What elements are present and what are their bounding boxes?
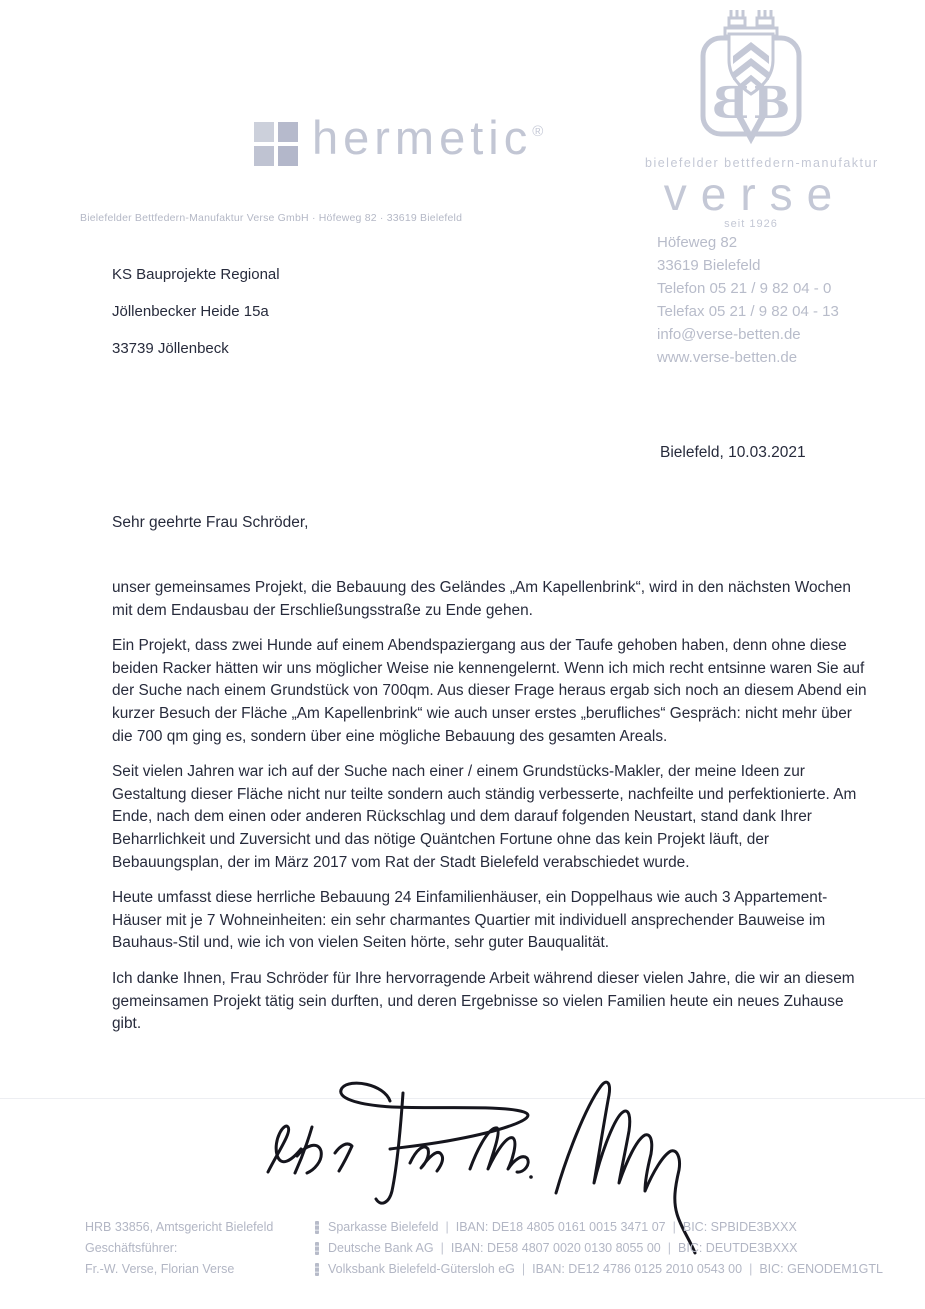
verse-crest-icon — [689, 4, 813, 154]
bank-row — [315, 1259, 883, 1280]
separator: | — [749, 1262, 753, 1276]
svg-text:B: B — [753, 78, 791, 129]
paragraph: Ich danke Ihnen, Frau Schröder für Ihre hervorragende Arbeit während dieser vielen Jahre, die wir an diesem gemeinsamen Projekt tätig sein durften, und deren Ergebnisse so vielen Familien heute ein neues Zuhause gibt. — [112, 969, 855, 1033]
separator: | — [440, 1241, 444, 1255]
bank-bic: BIC: GENODEM1GTL — [759, 1262, 883, 1276]
bank-row — [315, 1217, 883, 1238]
bank-name: Volksbank Bielefeld-Gütersloh eG — [328, 1262, 515, 1276]
verse-logo — [645, 4, 879, 231]
separator: | — [521, 1262, 526, 1276]
letter-body — [112, 577, 869, 1049]
contact-block — [657, 231, 839, 369]
paragraph: unser gemeinsames Projekt, die Bebauung des Geländes „Am Kapellenbrink“, wird in den nächsten Wochen mit dem Endausbau der Erschließungsstraße zu Ende gehen. — [112, 579, 851, 619]
scan-artifact-line — [0, 1098, 925, 1099]
bank-bic: BIC: SPBIDE3BXXX — [682, 1220, 797, 1234]
separator: | — [672, 1220, 676, 1234]
footer-managers: Fr.-W. Verse, Florian Verse — [85, 1262, 235, 1276]
footer-registry: HRB 33856, Amtsgericht Bielefeld — [85, 1220, 274, 1234]
contact-website: www.verse-betten.de — [657, 349, 798, 366]
salutation: Sehr geehrte Frau Schröder, — [112, 514, 309, 531]
svg-text:B: B — [711, 78, 749, 129]
registered-trademark-icon: ® — [532, 123, 544, 140]
contact-street: Höfeweg 82 — [657, 234, 738, 251]
separator: | — [445, 1220, 449, 1234]
recipient-street: Jöllenbecker Heide 15a — [112, 303, 269, 320]
paragraph: Seit vielen Jahren war ich auf der Suche nach einer / einem Grundstücks-Makler, der meine Ideen zur Gestaltung dieser Fläche nicht nur teilte sondern auch ständig verbesserte, nachfeilte und perfektionierte. Am Ende, nach dem einen oder anderen Rückschlag und dem darauf folgenden Neustart, stand dank Ihrer Beharrlichkeit und Zuversicht und das nötige Quäntchen Fortune ohne das kein Projekt läuft, der Bebauungsplan, der im März 2017 vom Rat der Stadt Bielefeld verabschiedet wurde. — [112, 763, 857, 871]
hermetic-wordmark: hermetic® — [312, 111, 544, 164]
bank-bic: BIC: DEUTDE3BXXX — [678, 1241, 798, 1255]
footer-bank-details — [315, 1217, 883, 1280]
hermetic-logo — [254, 112, 543, 166]
bank-divider-icon — [315, 1221, 319, 1234]
bank-divider-icon — [315, 1263, 319, 1276]
bank-name: Deutsche Bank AG — [328, 1241, 434, 1255]
paragraph: Heute umfasst diese herrliche Bebauung 24 Einfamilienhäuser, ein Doppelhaus wie auch 3 Appartement-Häuser mit je 7 Wohneinheiten: ein sehr charmantes Quartier mit individuell ansprechender Bauweise im Bauhaus-Stil und, wie ich von vielen Seiten hörte, sehr guter Bauqualität. — [112, 889, 828, 952]
verse-tagline: bielefelder bettfedern-manufaktur — [645, 156, 879, 170]
footer-managers-label: Geschäftsführer: — [85, 1241, 178, 1255]
verse-wordmark: verse — [663, 168, 847, 220]
separator: | — [667, 1241, 672, 1255]
contact-fax: Telefax 05 21 / 9 82 04 - 13 — [657, 303, 839, 320]
recipient-name: KS Bauprojekte Regional — [112, 266, 280, 283]
sender-line: Bielefelder Bettfedern-Manufaktur Verse GmbH · Höfeweg 82 · 33619 Bielefeld — [80, 212, 463, 224]
bank-name: Sparkasse Bielefeld — [328, 1220, 439, 1234]
contact-phone: Telefon 05 21 / 9 82 04 - 0 — [657, 280, 832, 297]
date-line: Bielefeld, 10.03.2021 — [660, 444, 806, 461]
bank-iban: IBAN: DE58 4807 0020 0130 8055 00 — [450, 1241, 661, 1255]
verse-since: seit 1926 — [724, 218, 778, 231]
paragraph: Ein Projekt, dass zwei Hunde auf einem Abendspaziergang aus der Taufe gehoben haben, denn ohne diese beiden Racker hätten wir uns möglicher Weise nie kennengelernt. Wenn ich mich recht entsinne waren Sie auf der Suche nach einem Grundstück von 700qm. Aus dieser Frage heraus ergab sich noch an diesem Abend ein kurzer Besuch der Fläche „Am Kapellenbrink“ wie auch unser erstes „berufliches“ Gespräch: nicht mehr über die 700 qm ging es, sondern über eine mögliche Bebauung des gesamten Areals. — [112, 637, 867, 745]
footer-company-info — [85, 1217, 273, 1280]
recipient-address — [112, 266, 280, 377]
bank-iban: IBAN: DE18 4805 0161 0015 3471 07 — [455, 1220, 666, 1234]
bank-row — [315, 1238, 883, 1259]
contact-city: 33619 Bielefeld — [657, 257, 761, 274]
bank-iban: IBAN: DE12 4786 0125 2010 0543 00 — [532, 1262, 743, 1276]
contact-email: info@verse-betten.de — [657, 326, 801, 343]
recipient-city: 33739 Jöllenbeck — [112, 340, 229, 357]
hermetic-squares-icon — [254, 122, 298, 166]
bank-divider-icon — [315, 1242, 319, 1255]
